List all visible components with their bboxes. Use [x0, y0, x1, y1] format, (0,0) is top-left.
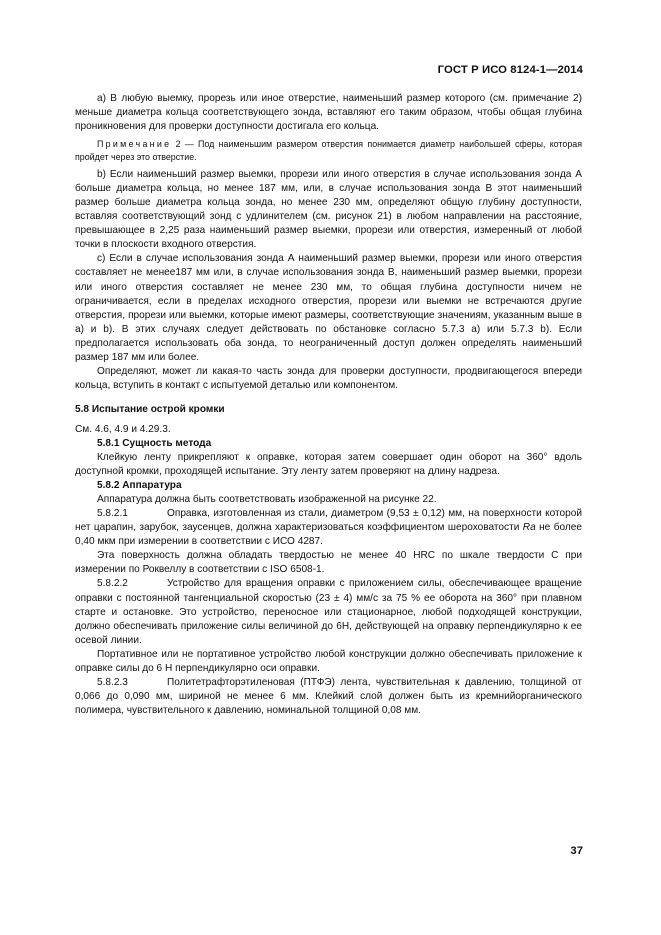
clause-number: 5.8.2.1 [97, 508, 128, 520]
clause-number: 5.8.2.3 [97, 676, 128, 688]
hardness-paragraph: Эта поверхность должна обладать твердостью не менее 40 HRC по шкале твердости С при измерении по Роквеллу в соответствии с ISO 6508-1. [75, 550, 582, 576]
clause-5-8-2-1 [75, 507, 582, 549]
clause-5-8-2-3 [75, 676, 582, 718]
see-references: См. 4.6, 4.9 и 4.29.3. [75, 423, 171, 435]
note-2 [75, 138, 582, 163]
section-5-8-heading: 5.8 Испытание острой кромки [75, 403, 225, 415]
clause-text-end: не более 0,40 мкм при измерении в соответствии с ИСО 4287. [75, 522, 582, 548]
section-5-8-1-heading: 5.8.1 Сущность метода [97, 437, 212, 449]
section-5-8-1-paragraph: Клейкую ленту прикрепляют к оправке, которая затем совершает один оборот на 360° вдоль доступной кромки, проходящей испытание. Эту ленту затем проверяют на длину надреза. [75, 452, 582, 478]
clause-text: Политетрафторэтиленовая (ПТФЭ) лента, чувствительная к давлению, толщиной от 0,066 до 0,090 мм, шириной не менее 6 мм. Клейкий слой должен быть из кремнийорганического полимера, чувствительного к давлению, номинальной толщиной 0,08 мм. [75, 676, 582, 716]
section-5-8-2-heading: 5.8.2 Аппаратура [97, 480, 182, 492]
roughness-symbol: Ra [522, 522, 536, 534]
clause-text: Устройство для вращения оправки с приложением силы, обеспечивающее вращение оправки с постоянной тангенциальной скоростью (23 ± 4) мм/с за 75 % ее оборота на 360° при плавном старте и остановке. Это устройство, переносное или стационарное, любой подходящей конструкции, должно обеспечивать приложение силы величиной до 6Н, действующей на оправку перпендикулярно к ее осевой линии. [75, 578, 582, 646]
clause-number: 5.8.2.2 [97, 578, 128, 590]
standard-header: ГОСТ Р ИСО 8124-1—2014 [437, 64, 583, 76]
determine-paragraph: Определяют, может ли какая-то часть зонда для проверки доступности, продвигающегося впереди кольца, вступить в контакт с испытуемой деталью или компонентом. [75, 365, 582, 391]
clause-5-8-2-2 [75, 577, 582, 647]
item-a-paragraph: а) В любую выемку, прорезь или иное отверстие, наименьший размер которого (см. примечание 2) меньше диаметра кольца соответствующего зонда, вставляют его таким образом, чтобы общая глубина проникновения для проверки доступности достигала его кольца. [75, 93, 582, 133]
body-text [75, 92, 582, 718]
note-text: 2 — Под наименьшим размером отверстия понимается диаметр наибольшей сферы, которая пройдет через это отверстие. [75, 139, 582, 162]
clause-text: Оправка, изготовленная из стали, диаметром (9,53 ± 0,12) мм, на поверхности которой нет царапин, зарубок, заусенцев, должна характеризоваться коэффициентом шероховатости [75, 508, 582, 534]
portable-device-paragraph: Портативное или не портативное устройство любой конструкции должно обеспечивать приложение к оправке силы до 6 Н перпендикулярно оси оправки. [75, 648, 582, 674]
item-b-paragraph: b) Если наименьший размер выемки, прорези или иного отверстия в случае использования зонда А больше диаметра кольца, но менее 187 мм, или, в случае использования зонда В этот наименьший размер больше диаметра кольца зонда, но менее 230 мм, определяют общую глубину доступности, вставляя соответствующий зонд с удлинителем (см. рисунок 21) в любом направлении на расстояние, превышающее в 2,25 раза наименьший размер выемки, прорези или отверстия, измеренный от любой точки в плоскости входного отверстия. [75, 169, 582, 251]
section-5-8-2-paragraph: Аппаратура должна быть соответствовать изображенной на рисунке 22. [97, 494, 437, 506]
item-c-paragraph: с) Если в случае использования зонда А наименьший размер выемки, прорези или иного отверстия составляет не менее187 мм или, в случае использования зонда В, наименьший размер выемки, прорези или иного отверстия составляет не менее 230 мм, то общая глубина доступности ничем не ограничивается, если в пределах исходного отверстия, прорези или выемки не встречаются другие отверстия, прорези или выемки, которые имеют размеры, соответствующие значениям, указанным выше в а) и b). В этих случаях следует действовать по обстановке согласно 5.7.3 а) или 5.7.3 b). Если предполагается использовать оба зонда, то неограниченный доступ должен определять наименьший размер 187 мм или более. [75, 253, 582, 363]
page-number: 37 [570, 845, 583, 857]
note-label: Примечание [97, 139, 172, 150]
